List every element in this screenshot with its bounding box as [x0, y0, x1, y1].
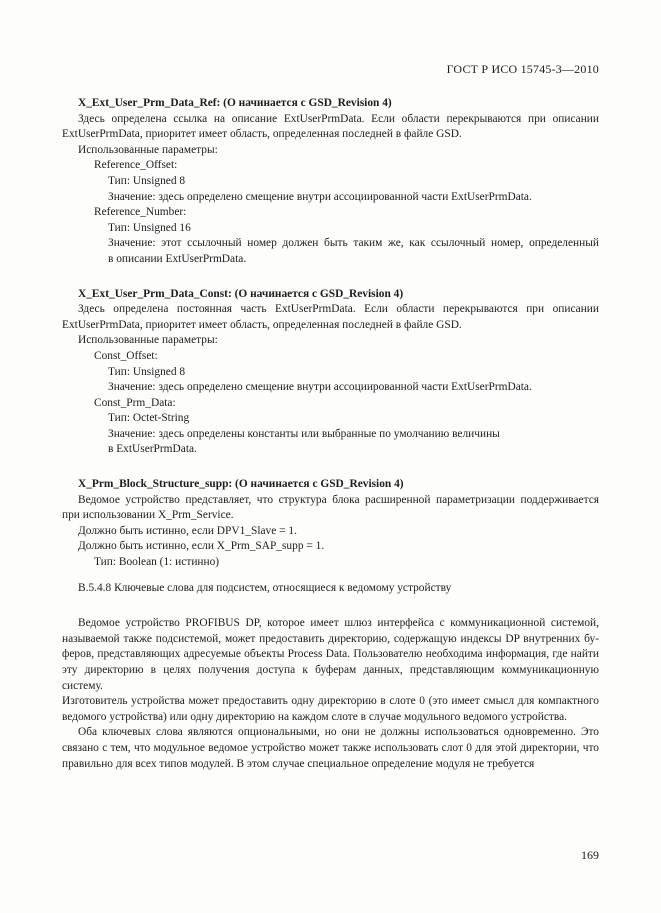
paragraph-line: Изготовитель устройства может предоставить одну директорию в слоте 0 (это имеет смысл для компактного	[62, 695, 599, 708]
section-prm-block-structure-supp	[62, 477, 599, 571]
paragraph-line: Оба ключевых слова являются опциональными, но они не должны использоваться одновременно. Это	[78, 726, 599, 739]
section-title: X_Ext_User_Prm_Data_Ref: (О начинается с GSD_Revision 4)	[78, 97, 392, 109]
param-type: Тип: Octet-String	[108, 412, 190, 425]
page-number: 169	[581, 848, 599, 862]
param-value: Значение: здесь определено смещение внутри ассоциированной части ExtUserPrmData.	[108, 190, 532, 203]
paragraph-line: ведомого устройства) или одну директорию на каждом слоте в случае модульного ведомого устройства.	[62, 710, 567, 723]
param-type: Тип: Unsigned 16	[108, 221, 191, 234]
standard-header: ГОСТ Р ИСО 15745-3—2010	[446, 62, 599, 76]
param-value: в описании ExtUserPrmData.	[108, 252, 247, 265]
params-label: Использованные параметры:	[78, 143, 218, 156]
subsection-title: B.5.4.8 Ключевые слова для подсистем, относящиеся к ведомому устройству	[78, 581, 452, 594]
paragraph-line: называемой также подсистемой, может предоставить директорию, содержащую индексы DP внутренних бу-	[62, 632, 599, 645]
param-value: Значение: здесь определено смещение внутри ассоциированной части ExtUserPrmData.	[108, 381, 532, 394]
param-name: Reference_Number:	[94, 206, 187, 219]
paragraph-line: феров, представляющих адресуемые объекты Process Data. Пользователю необходима информация, где найти	[62, 648, 599, 661]
section-description-line: ExtUserPrmData, приоритет имеет область, определенная последней в файле GSD.	[62, 128, 462, 141]
body-paragraph-1	[62, 616, 599, 725]
param-name: Const_Offset:	[94, 349, 158, 362]
body-paragraph-2	[62, 725, 599, 772]
section-description-line: ExtUserPrmData, приоритет имеет область, определенная последней в файле GSD.	[62, 318, 462, 331]
section-ext-user-prm-data-ref	[62, 96, 599, 268]
param-name: Const_Prm_Data:	[94, 396, 176, 409]
section-description-line: Здесь определена ссылка на описание ExtUserPrmData. Если области перекрываются при описании	[78, 112, 599, 125]
section-description-line: Ведомое устройство представляет, что структура блока расширенной параметризации поддерживается	[78, 493, 599, 506]
params-label: Использованные параметры:	[78, 334, 218, 347]
param-value: Значение: здесь определены константы или выбранные по умолчанию величины	[108, 427, 500, 440]
param-type: Тип: Boolean (1: истинно)	[94, 556, 220, 569]
paragraph-line: эту директорию в целях получения доступа к буферам данных, представляющим коммуникационную систему.	[62, 664, 599, 692]
condition-line: Должно быть истинно, если DPV1_Slave = 1.	[78, 524, 297, 537]
page-content	[62, 96, 599, 772]
section-ext-user-prm-data-const	[62, 287, 599, 459]
section-title: X_Ext_User_Prm_Data_Const: (О начинается с GSD_Revision 4)	[78, 287, 404, 300]
paragraph-line: правильно для всех типов модулей. В этом случае специальное определение модуля не требуется	[62, 757, 535, 770]
param-type: Тип: Unsigned 8	[108, 174, 186, 187]
param-value: в ExtUserPrmData.	[108, 443, 197, 456]
section-description-line: при использовании X_Prm_Service.	[62, 509, 234, 522]
param-value: Значение: этот ссылочный номер должен быть таким же, как ссылочный номер, определенный	[108, 237, 599, 250]
paragraph-line: Ведомое устройство PROFIBUS DP, которое имеет шлюз интерфейса с коммуникационной системой,	[78, 617, 599, 630]
param-type: Тип: Unsigned 8	[108, 365, 186, 378]
condition-line: Должно быть истинно, если X_Prm_SAP_supp = 1.	[78, 540, 325, 553]
section-title: X_Prm_Block_Structure_supp: (О начинается с GSD_Revision 4)	[78, 478, 404, 491]
section-description-line: Здесь определена постоянная часть ExtUserPrmData. Если области перекрываются при описании	[78, 303, 599, 316]
param-name: Reference_Offset:	[94, 159, 178, 172]
paragraph-line: связано с тем, что модульное ведомое устройство может также использовать слот 0 для этой директории, что	[62, 741, 599, 754]
